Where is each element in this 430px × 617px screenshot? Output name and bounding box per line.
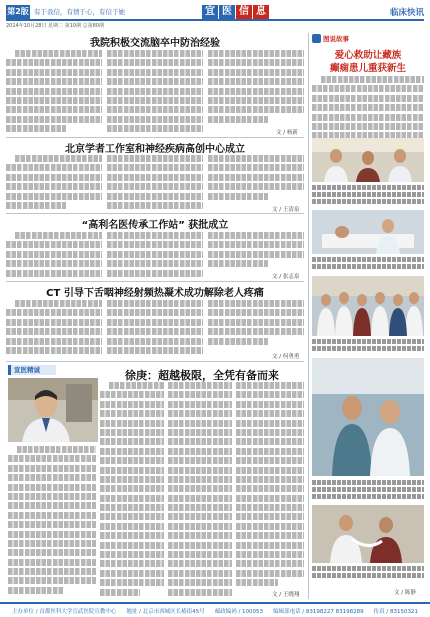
photo-caption [312, 257, 424, 271]
article-byline: 文 / 陈静 [394, 590, 416, 596]
article-body [208, 232, 304, 272]
footer-postcode: 邮政编码 / 100053 [214, 608, 264, 615]
article-title-line-2: 癫痫患儿重获新生 [329, 63, 406, 74]
article-title: “高利名医传承工作站” 获批成立 [81, 220, 229, 231]
issue-date-line: 2014年10月28日 星期二 第10期 总第80期 [6, 23, 104, 29]
page-header [0, 0, 430, 30]
page-footer [0, 602, 430, 617]
footer-address: 地址 / 北京市西城区长椿街45号 [126, 608, 205, 615]
photo-caption [312, 339, 424, 353]
article-body [236, 382, 304, 588]
article-title: 徐庚：超越极限，全凭有备而来 [125, 369, 279, 382]
section-divider [6, 281, 304, 282]
article-byline: 文 / 杨新 [276, 130, 298, 136]
article-byline: 文 / 王清泉 [272, 207, 300, 213]
article-body [8, 446, 96, 598]
article-body [208, 155, 304, 205]
article-body [107, 300, 203, 358]
article-title: 我院积极交流脑卒中防治经验 [90, 38, 220, 49]
article-body [208, 50, 304, 128]
article-body [6, 232, 102, 280]
article-title-line-1: 爱心救助让藏族 [334, 50, 402, 61]
article-body [107, 232, 203, 280]
article-body [208, 300, 304, 350]
article-body [107, 50, 203, 136]
article-body [107, 155, 203, 213]
article-body [6, 155, 102, 213]
header-bar [6, 4, 424, 21]
article-body [6, 50, 102, 136]
article-byline: 文 / 何勇勇 [272, 354, 300, 360]
page-number-badge: 第2版 [6, 5, 30, 19]
patient-consultation-photo [312, 138, 424, 182]
section-title: 临床快讯 [389, 8, 424, 18]
column-tag [312, 34, 349, 43]
photo-caption [312, 185, 424, 207]
footer-fax: 传真 / 83150321 [373, 608, 419, 615]
section-divider [6, 361, 304, 362]
post-surgery-care-photo [312, 210, 424, 254]
column-tag: 宣医精诚 [8, 365, 56, 375]
masthead-logo [202, 4, 270, 19]
section-divider [6, 213, 304, 214]
khata-presentation-photo [312, 505, 424, 563]
photo-caption [312, 566, 424, 580]
brand-char-4: 息 [253, 5, 269, 19]
brand-char-3: 信 [236, 5, 252, 19]
article-title: CT 引导下舌咽神经射频热凝术成功解除老人疼痛 [46, 288, 264, 299]
camera-icon [312, 34, 321, 43]
footer-sponsor: 主办单位 / 首都医科大学宣武医院宣教中心 [11, 608, 117, 615]
article-body [168, 382, 232, 598]
brand-char-1: 宜 [202, 5, 218, 19]
footer-phone: 编辑部电话 / 83198227 83198289 [273, 608, 364, 615]
doctor-portrait-photo [8, 378, 98, 442]
group-farewell-photo [312, 276, 424, 336]
header-slogan: 有于我信，有情于心，有信于她 [34, 8, 125, 16]
surgery-team-photo [312, 358, 424, 476]
photo-caption [312, 480, 424, 502]
article-body [6, 300, 102, 358]
column-divider [308, 33, 309, 599]
article-body [100, 382, 164, 598]
article-title: 北京学者工作室和神经疾病高创中心成立 [65, 144, 245, 155]
column-tag-label: 图说故事 [323, 35, 349, 43]
article-byline: 文 / 张志泉 [272, 274, 300, 280]
section-divider [6, 137, 304, 138]
brand-char-2: 医 [219, 5, 235, 19]
article-byline: 文 / 王晓翔 [272, 592, 300, 598]
